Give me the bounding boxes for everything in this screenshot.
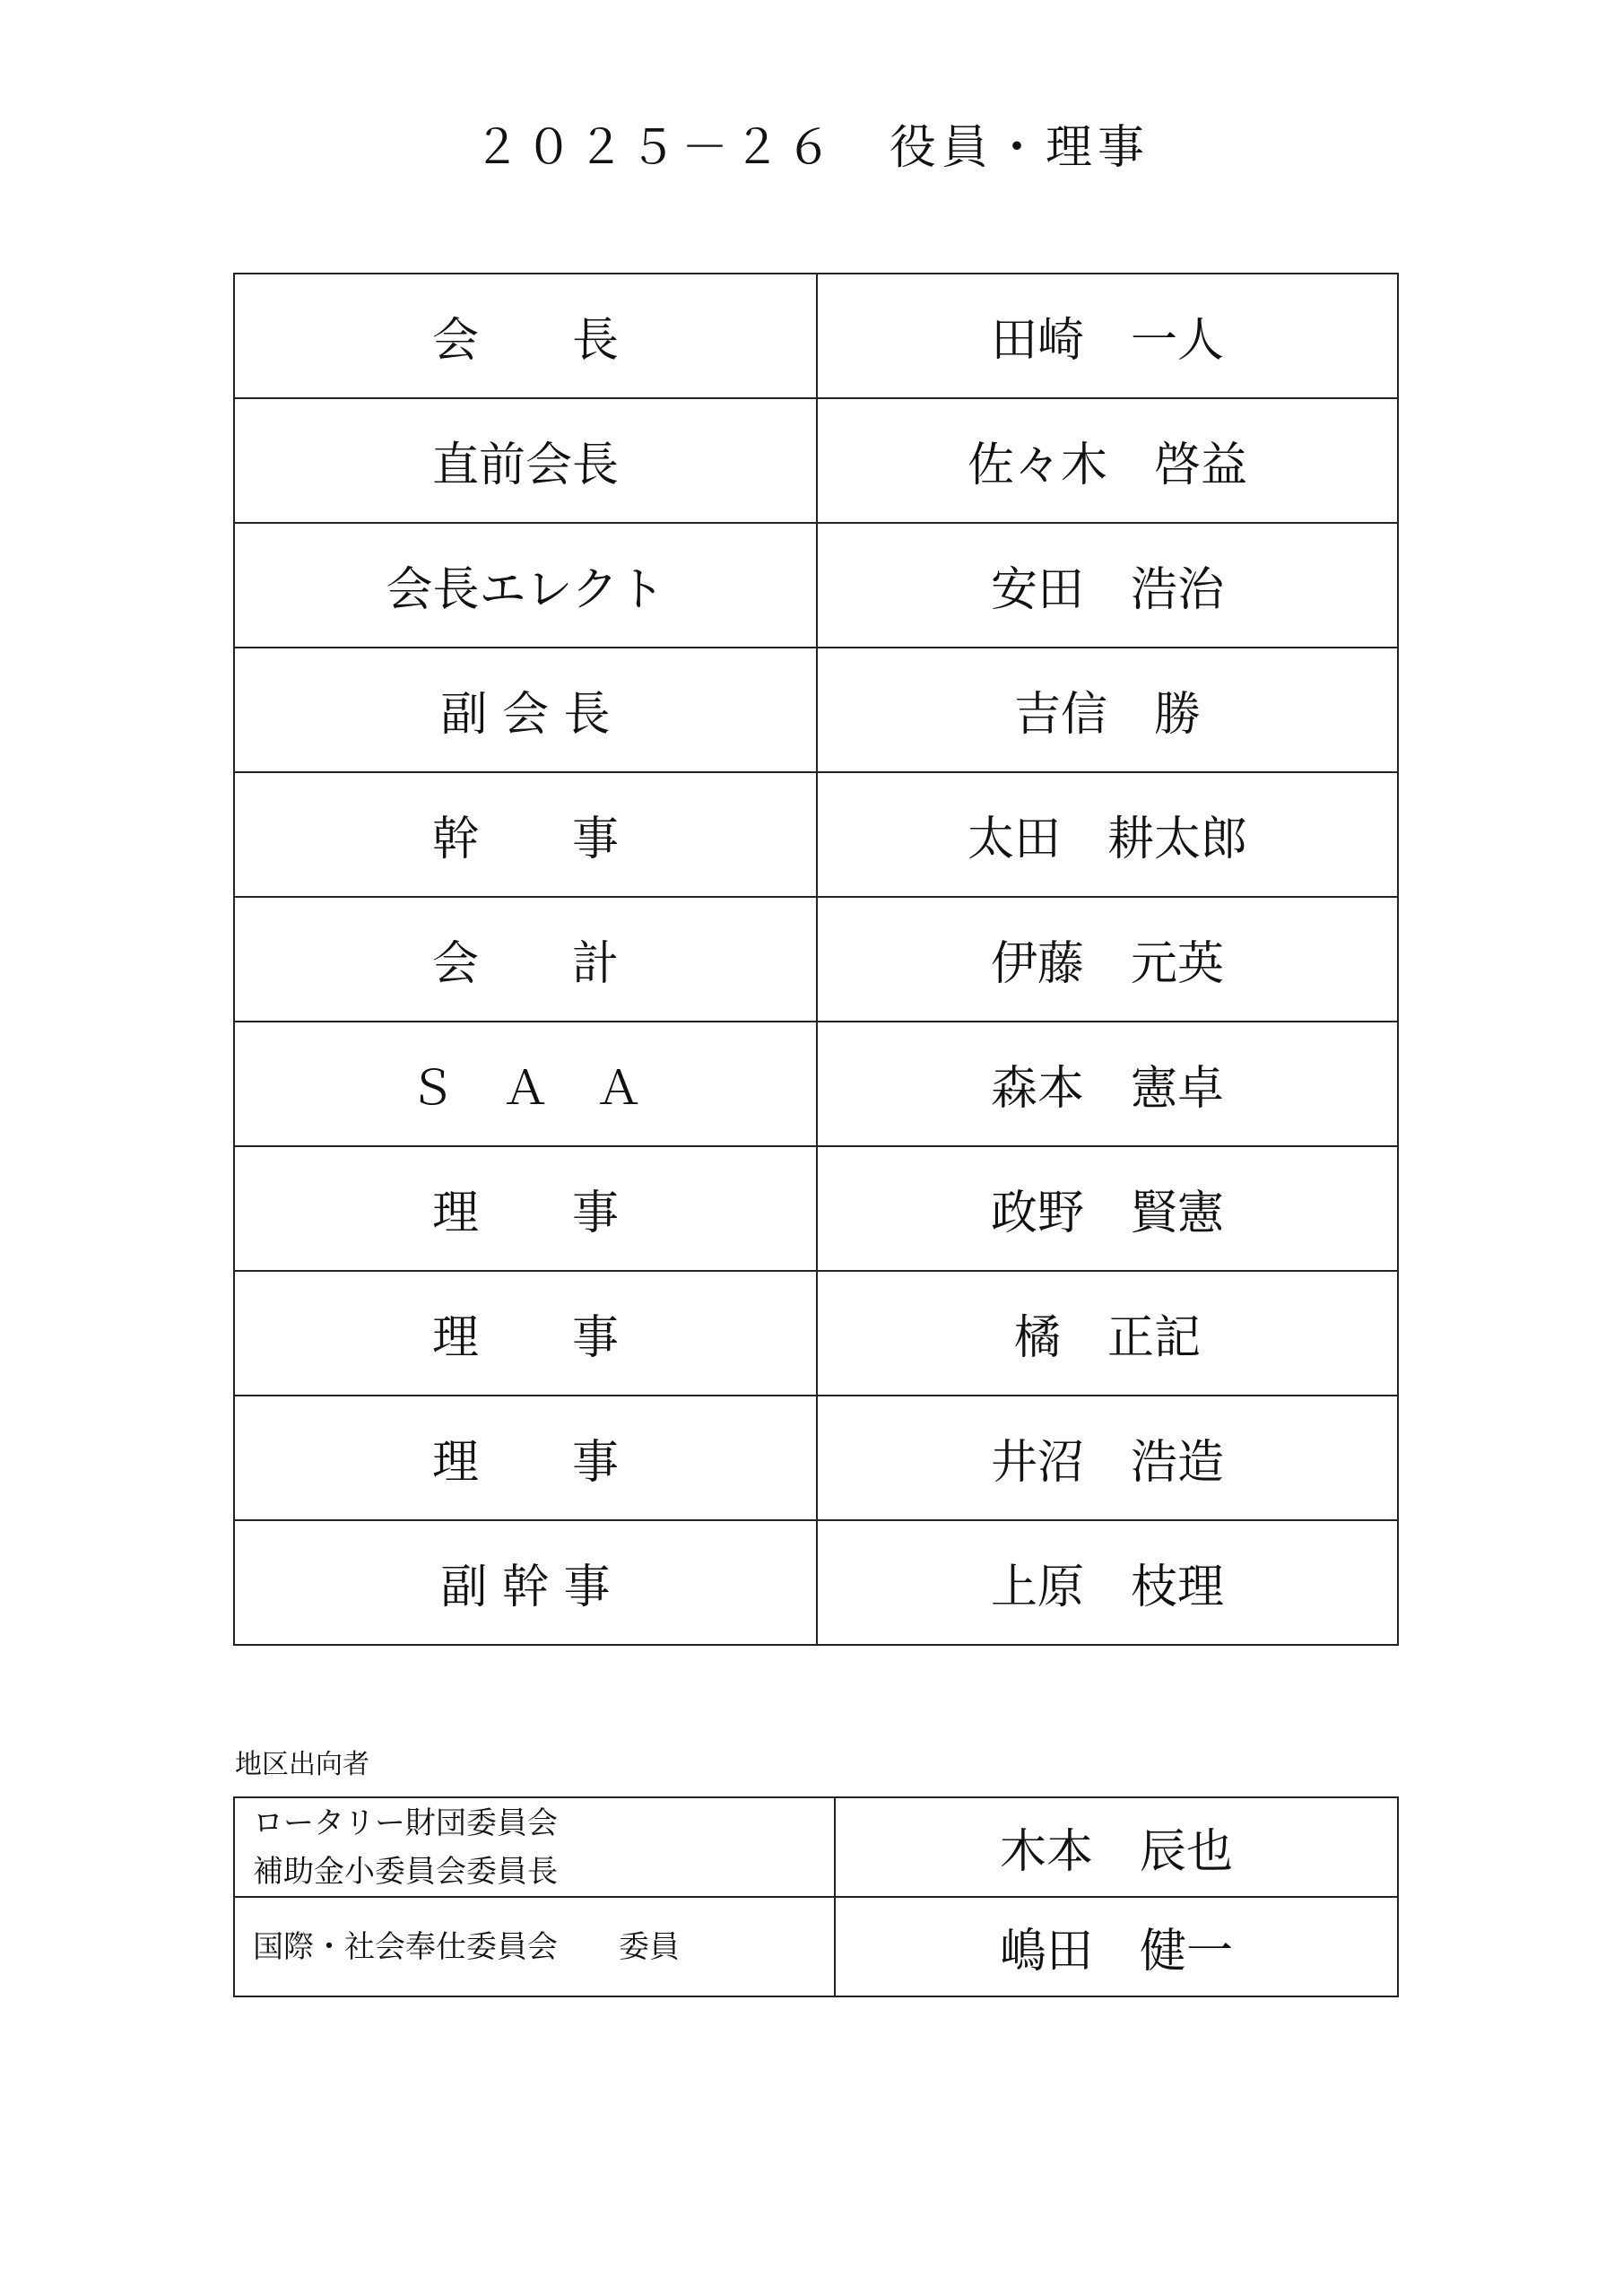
role-cell: 会長エレクト: [234, 523, 817, 648]
role-cell: [234, 1897, 835, 1996]
role-line: 国際・社会奉仕委員会 委員: [253, 1928, 680, 1965]
role-line: 補助金小委員会委員長: [253, 1853, 558, 1890]
role-cell: 理 事: [234, 1396, 817, 1520]
role-cell: 幹 事: [234, 772, 817, 897]
name-cell: 佐々木 啓益: [817, 398, 1398, 523]
table-row: [234, 1022, 1398, 1146]
name-cell: 橘 正記: [817, 1271, 1398, 1396]
name-cell: 太田 耕太郎: [817, 772, 1398, 897]
role-line: ロータリー財団委員会: [253, 1805, 558, 1841]
table-row: [234, 523, 1398, 648]
table-row: [234, 772, 1398, 897]
role-cell: 会 計: [234, 897, 817, 1022]
role-cell: 副 会 長: [234, 648, 817, 772]
name-cell: 森本 憲卓: [817, 1022, 1398, 1146]
name-cell: 木本 辰也: [835, 1797, 1398, 1897]
district-table: [233, 1796, 1399, 1997]
role-cell: 会 長: [234, 274, 817, 398]
officers-table: [233, 273, 1399, 1646]
name-cell: 吉信 勝: [817, 648, 1398, 772]
role-cell: 理 事: [234, 1146, 817, 1271]
role-cell: 直前会長: [234, 398, 817, 523]
name-cell: 上原 枝理: [817, 1520, 1398, 1645]
table-row: [234, 1271, 1398, 1396]
name-cell: 政野 賢憲: [817, 1146, 1398, 1271]
page-title: ２０２５－２６ 役員・理事: [473, 121, 1150, 175]
table-row: [234, 1797, 1398, 1897]
role-cell: Ｓ Ａ Ａ: [234, 1022, 817, 1146]
name-cell: 井沼 浩造: [817, 1396, 1398, 1520]
table-row: [234, 1520, 1398, 1645]
name-cell: 伊藤 元英: [817, 897, 1398, 1022]
table-row: [234, 1897, 1398, 1996]
name-cell: 嶋田 健一: [835, 1897, 1398, 1996]
table-row: [234, 1146, 1398, 1271]
table-row: [234, 398, 1398, 523]
table-row: [234, 274, 1398, 398]
district-section-label: 地区出向者: [235, 1749, 369, 1780]
table-row: [234, 1396, 1398, 1520]
table-row: [234, 897, 1398, 1022]
name-cell: 安田 浩治: [817, 523, 1398, 648]
role-cell: 理 事: [234, 1271, 817, 1396]
table-row: [234, 648, 1398, 772]
role-cell: 副 幹 事: [234, 1520, 817, 1645]
name-cell: 田崎 一人: [817, 274, 1398, 398]
role-cell: [234, 1797, 835, 1897]
